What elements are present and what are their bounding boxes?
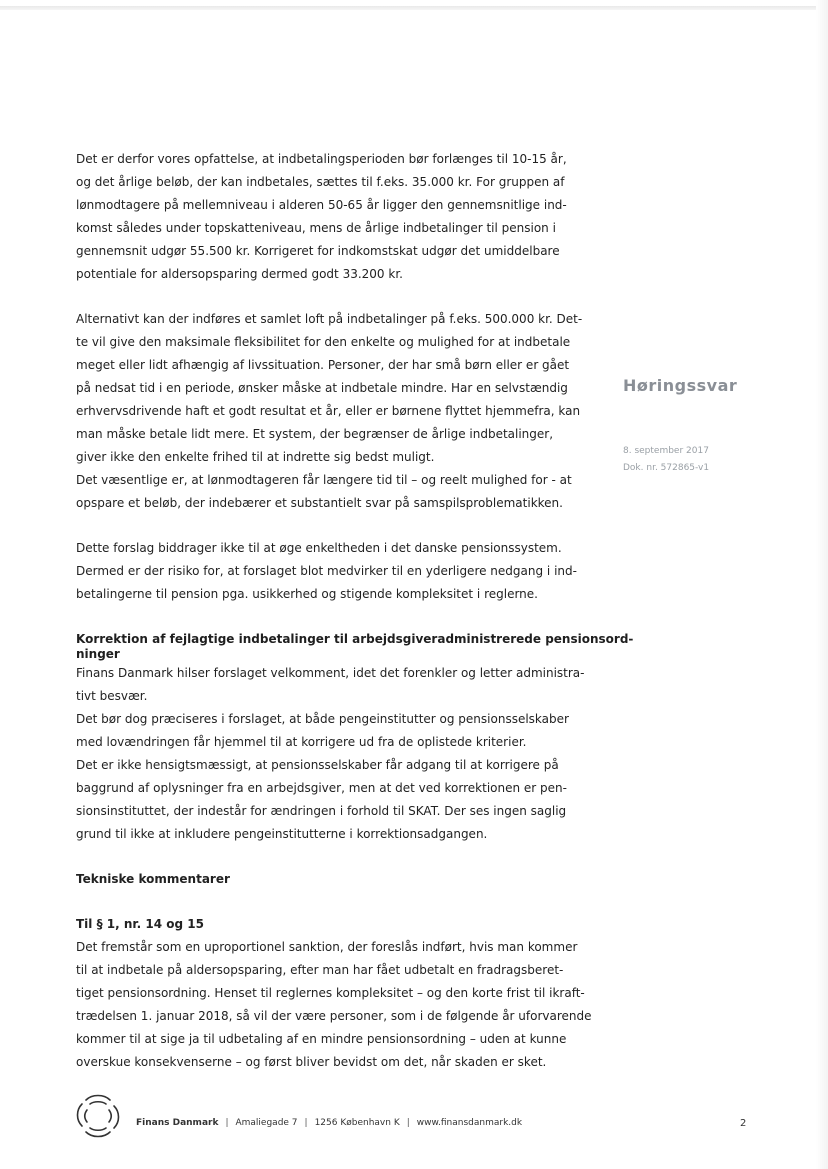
text-line: meget eller lidt afhængig af livssituation. Personer, der har små børn eller er gået xyxy=(76,358,570,372)
text-line: gennemsnit udgør 55.500 kr. Korrigeret for indkomstskat udgør det umiddelbare xyxy=(76,244,560,258)
text-line: potentiale for aldersopsparing dermed godt 33.200 kr. xyxy=(76,267,403,281)
document-number: Dok. nr. 572865-v1 xyxy=(623,463,710,473)
document-type-label: Høringssvar xyxy=(623,376,738,395)
finans-danmark-logo-icon xyxy=(72,1090,124,1142)
text-line: te vil give den maksimale fleksibilitet for den enkelte og mulighed for at indbetale xyxy=(76,335,571,349)
text-line: og det årlige beløb, der kan indbetales, sættes til f.eks. 35.000 kr. For gruppen af xyxy=(76,175,565,189)
text-line: lønmodtagere på mellemniveau i alderen 50-65 år ligger den gennemsnitlige ind- xyxy=(76,198,567,212)
text-line: med lovændringen får hjemmel til at korrigere ud fra de oplistede kriterier. xyxy=(76,735,527,749)
text-line: trædelsen 1. januar 2018, så vil der være personer, som i de følgende år uforvarende xyxy=(76,1009,592,1023)
footer-org-name: Finans Danmark xyxy=(136,1118,219,1128)
text-line: Det bør dog præciseres i forslaget, at både pengeinstitutter og pensionsselskaber xyxy=(76,712,569,726)
text-line: tivt besvær. xyxy=(76,689,148,703)
text-line: Det er derfor vores opfattelse, at indbetalingsperioden bør forlænges til 10-15 år, xyxy=(76,152,567,166)
paragraph-4 xyxy=(76,662,585,846)
text-line: på nedsat tid i en periode, ønsker måske at indbetale mindre. Har en selvstændig xyxy=(76,381,568,395)
section-heading-paragraf: Til § 1, nr. 14 og 15 xyxy=(76,917,204,931)
text-line: Alternativt kan der indføres et samlet loft på indbetalinger på f.eks. 500.000 kr. Det- xyxy=(76,312,583,326)
text-line: grund til ikke at inkludere pengeinstitutterne i korrektionsadgangen. xyxy=(76,827,488,841)
text-line: Det fremstår som en uproportionel sanktion, der foreslås indført, hvis man kommer xyxy=(76,940,578,954)
text-line: man måske betale lidt mere. Et system, der begrænser de årlige indbetalinger, xyxy=(76,427,554,441)
text-line: betalingerne til pension pga. usikkerhed og stigende kompleksitet i reglerne. xyxy=(76,587,538,601)
text-line: komst således under topskatteniveau, mens de årlige indbetalinger til pension i xyxy=(76,221,556,235)
separator: | xyxy=(304,1118,308,1128)
paragraph-gap xyxy=(76,515,581,537)
text-line: giver ikke den enkelte frihed til at indrette sig bedst muligt. xyxy=(76,450,435,464)
text-line: Finans Danmark hilser forslaget velkomment, idet det forenkler og letter administra- xyxy=(76,666,585,680)
footer-city: 1256 København K xyxy=(314,1118,400,1128)
heading-line: ninger xyxy=(76,647,120,661)
text-line: Det væsentlige er, at lønmodtageren får længere tid til – og reelt mulighed for - at xyxy=(76,473,572,487)
paragraph-1 xyxy=(76,148,581,286)
document-meta xyxy=(623,443,709,477)
text-line: erhvervsdrivende haft et godt resultat et år, eller er børnene flyttet hjemmefra, kan xyxy=(76,404,581,418)
text-line: sionsinstituttet, der indestår for ændringen i forhold til SKAT. Der ses ingen saglig xyxy=(76,804,567,818)
text-line: Dermed er der risiko for, at forslaget blot medvirker til en yderligere nedgang i ind- xyxy=(76,564,577,578)
section-heading-korrektion xyxy=(76,632,634,662)
page-footer xyxy=(72,1090,762,1160)
footer-website-link[interactable]: www.finansdanmark.dk xyxy=(416,1118,523,1128)
document-date: 8. september 2017 xyxy=(623,446,709,456)
page-number: 2 xyxy=(740,1118,747,1129)
footer-street: Amaliegade 7 xyxy=(235,1118,298,1128)
text-line: til at indbetale på aldersopsparing, efter man har fået udbetalt en fradragsberet- xyxy=(76,963,564,977)
document-body xyxy=(76,148,634,1074)
text-line: Det er ikke hensigtsmæssigt, at pensionsselskaber får adgang til at korrigere på xyxy=(76,758,559,772)
paragraph-5 xyxy=(76,936,592,1074)
paragraph-gap xyxy=(76,891,581,913)
section-heading-tekniske: Tekniske kommentarer xyxy=(76,872,230,886)
heading-line: Korrektion af fejlagtige indbetalinger til arbejdsgiveradministrerede pensionsord- xyxy=(76,632,634,646)
text-line: kommer til at sige ja til udbetaling af en mindre pensionsordning – uden at kunne xyxy=(76,1032,567,1046)
text-line: Dette forslag biddrager ikke til at øge enkeltheden i det danske pensionssystem. xyxy=(76,541,562,555)
paragraph-2 xyxy=(76,308,581,515)
paragraph-3 xyxy=(76,537,581,606)
paragraph-gap xyxy=(76,606,581,624)
text-line: baggrund af oplysninger fra en arbejdsgiver, men at det ved korrektionen er pen- xyxy=(76,781,567,795)
footer-address xyxy=(136,1118,522,1128)
text-line: overskue konsekvenserne – og først bliver bevidst om det, når skaden er sket. xyxy=(76,1055,547,1069)
separator: | xyxy=(225,1118,229,1128)
page-edge-shadow xyxy=(816,0,828,1169)
paragraph-gap xyxy=(76,286,581,308)
paragraph-gap xyxy=(76,846,581,868)
text-line: opspare et beløb, der indebærer et substantielt svar på samspilsproblematikken. xyxy=(76,496,563,510)
top-rule xyxy=(0,6,828,10)
separator: | xyxy=(406,1118,410,1128)
text-line: tiget pensionsordning. Henset til reglernes kompleksitet – og den korte frist til ikraft- xyxy=(76,986,585,1000)
